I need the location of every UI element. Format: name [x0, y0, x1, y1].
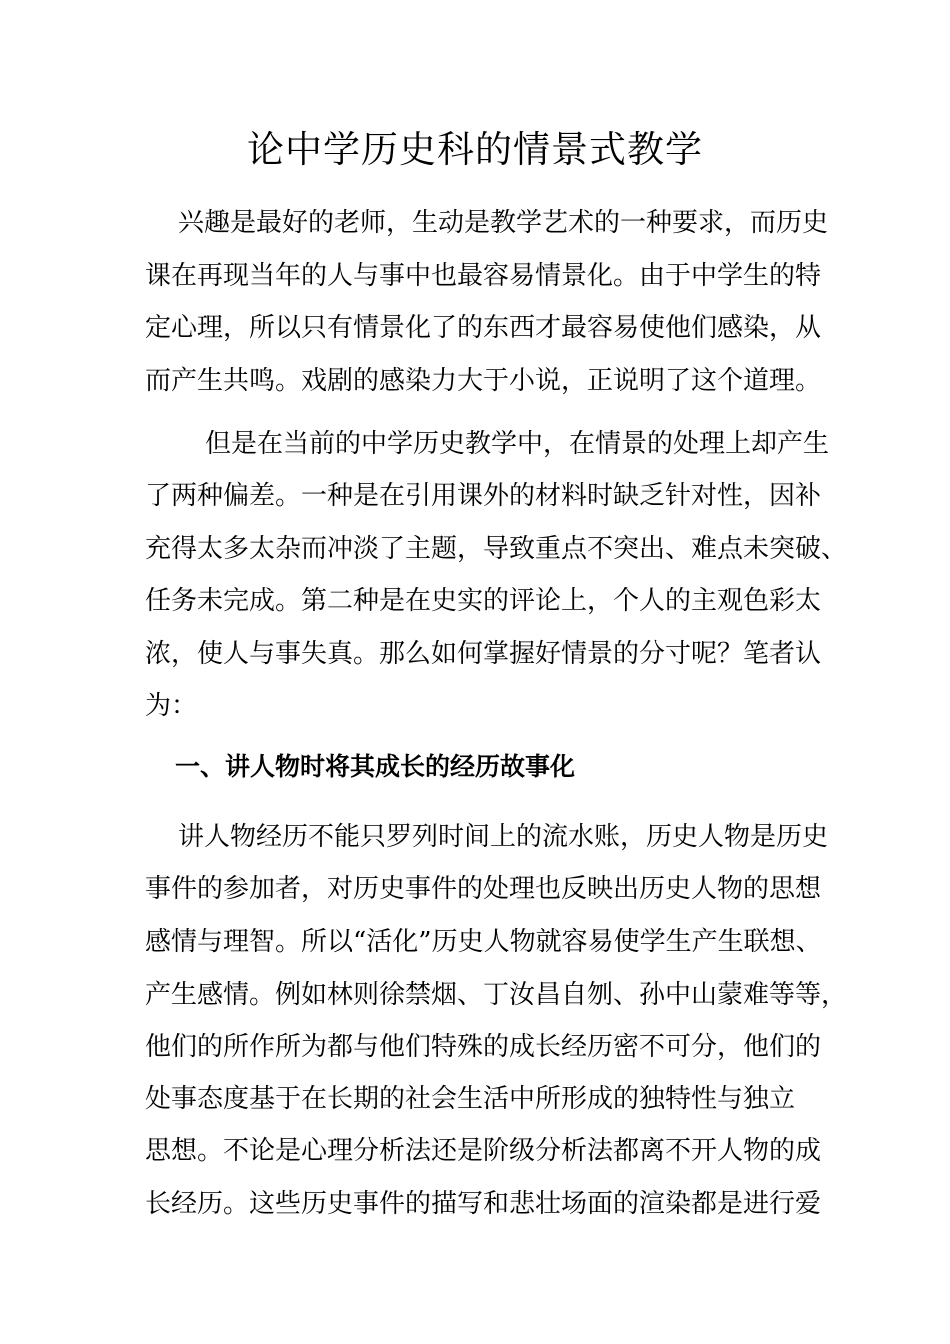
paragraph-line: 他们的所作所为都与他们特殊的成长经历密不可分，他们的	[145, 1032, 822, 1062]
paragraph-line: 定心理，所以只有情景化了的东西才最容易使他们感染，从	[145, 313, 822, 343]
paragraph-line: 为：	[145, 691, 198, 721]
paragraph-line: 长经历。这些历史事件的描写和悲壮场面的渲染都是进行爱	[145, 1189, 822, 1219]
paragraph-line: 课在再现当年的人与事中也最容易情景化。由于中学生的特	[145, 261, 822, 291]
paragraph-line: 思想。不论是心理分析法还是阶级分析法都离不开人物的成	[145, 1136, 822, 1166]
paragraph-line: 但是在当前的中学历史教学中，在情景的处理上却产生	[205, 429, 830, 459]
paragraph-line: 讲人物经历不能只罗列时间上的流水账，历史人物是历史	[178, 822, 829, 852]
paragraph-line: 事件的参加者，对历史事件的处理也反映出历史人物的思想	[145, 874, 822, 904]
paragraph-line: 感情与理智。所以“活化”历史人物就容易使学生产生联想、	[145, 927, 822, 957]
paragraph-line: 了两种偏差。一种是在引用课外的材料时缺乏针对性，因补	[145, 481, 822, 511]
paragraph-line: 充得太多太杂而冲淡了主题，导致重点不突出、难点未突破、	[145, 534, 848, 564]
paragraph-line: 处事态度基于在长期的社会生活中所形成的独特性与独立	[145, 1084, 796, 1114]
paragraph-line: 而产生共鸣。戏剧的感染力大于小说，正说明了这个道理。	[145, 366, 822, 396]
paragraph-line: 任务未完成。第二种是在史实的评论上，个人的主观色彩太	[145, 586, 822, 616]
section-heading: 一、讲人物时将其成长的经历故事化	[175, 752, 576, 781]
document-title: 论中学历史科的情景式教学	[247, 128, 703, 171]
paragraph-line: 浓，使人与事失真。那么如何掌握好情景的分寸呢？笔者认	[145, 639, 822, 669]
paragraph-line: 产生感情。例如林则徐禁烟、丁汝昌自刎、孙中山蒙难等等，	[145, 980, 848, 1010]
paragraph-line: 兴趣是最好的老师，生动是教学艺术的一种要求，而历史	[178, 208, 829, 238]
